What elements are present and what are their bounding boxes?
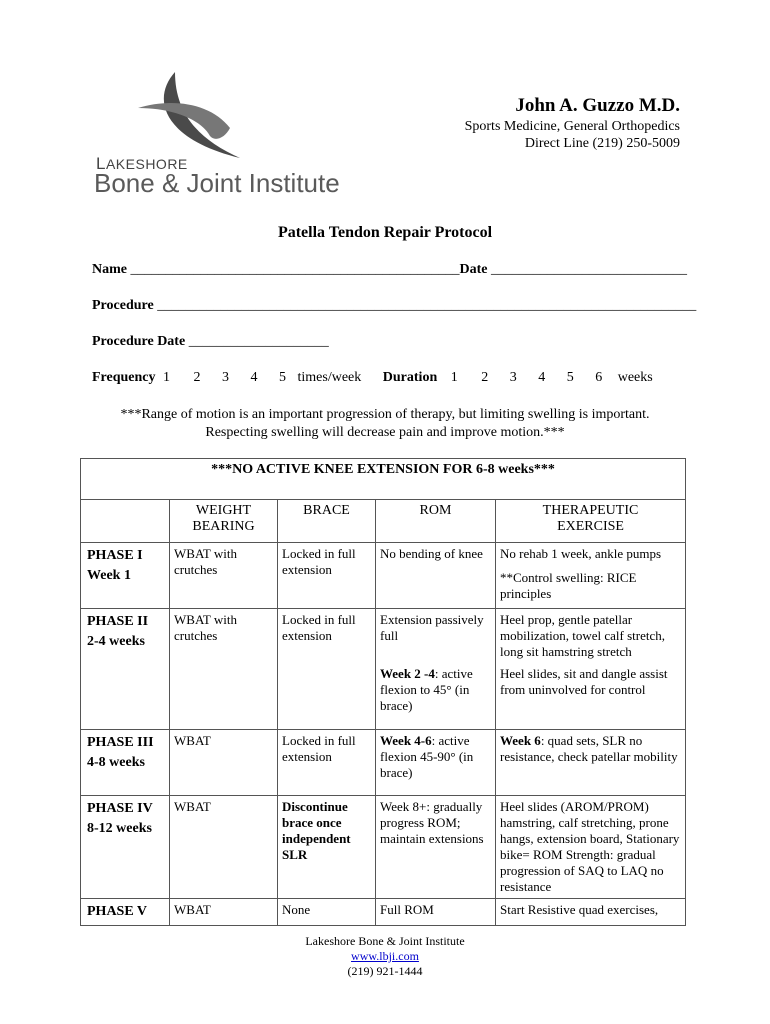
rom-cell — [376, 729, 496, 795]
brace-cell: Locked in full extension — [278, 543, 376, 609]
rom-text: : active flexion to 45° (in brace) — [380, 666, 473, 713]
duration-option[interactable]: 4 — [538, 370, 546, 385]
rom-cell: Full ROM — [376, 898, 496, 925]
date-label: Date — [459, 262, 488, 277]
header-weight-line1: WEIGHT — [195, 503, 252, 518]
doctor-specialty: Sports Medicine, General Orthopedics — [464, 119, 680, 134]
rom-week-label: Week 2 -4 — [380, 666, 435, 681]
page-title: Patella Tendon Repair Protocol — [277, 224, 493, 241]
duration-unit: weeks — [617, 370, 653, 385]
no-active-extension-banner: ***NO ACTIVE KNEE EXTENSION FOR 6-8 weeks*** — [81, 459, 686, 500]
header-exercise-line1: THERAPEUTIC — [542, 503, 639, 518]
rom-cell: No bending of knee — [376, 543, 496, 609]
exercise-text: No rehab 1 week, ankle pumps — [500, 546, 662, 561]
duration-option[interactable]: 6 — [595, 370, 603, 385]
procedure-field[interactable]: _____________________________________________________________________________ — [157, 298, 697, 313]
phase-cell — [81, 543, 170, 609]
phase-cell — [81, 729, 170, 795]
table-row — [81, 543, 686, 609]
procedure-label: Procedure — [92, 298, 154, 313]
exercise-text: **Control swelling: RICE principles — [500, 570, 637, 601]
table-banner-row — [81, 459, 686, 500]
header-exercise-line2: EXERCISE — [557, 519, 624, 534]
duration-option[interactable]: 2 — [481, 370, 489, 385]
brace-cell: Discontinue brace once independent SLR — [278, 795, 376, 898]
exercise-cell: Start Resistive quad exercises, — [496, 898, 686, 925]
procedure-row — [92, 298, 696, 314]
footer-phone: (219) 921-1444 — [347, 964, 423, 978]
phase-cell — [81, 898, 170, 925]
rom-week-label: Week 4-6 — [380, 732, 432, 748]
phase-name: PHASE V — [87, 903, 148, 919]
rom-text: : active flexion 45-90° (in brace) — [380, 732, 474, 780]
duration-label: Duration — [382, 370, 438, 385]
table-row — [81, 609, 686, 664]
brace-cell: None — [278, 898, 376, 925]
phase-weeks: Week 1 — [87, 568, 131, 583]
frequency-option[interactable]: 3 — [222, 370, 230, 385]
duration-option[interactable]: 1 — [450, 370, 458, 385]
footer-org: Lakeshore Bone & Joint Institute — [305, 934, 465, 948]
doctor-info — [465, 94, 680, 152]
name-label: Name — [92, 262, 127, 277]
frequency-option[interactable]: 5 — [279, 370, 287, 385]
header-rom: ROM — [376, 500, 496, 543]
exercise-cell: Heel slides, sit and dangle assist from uninvolved for control — [496, 663, 686, 729]
exercise-cell — [496, 729, 686, 795]
header-weight-bearing — [170, 500, 278, 543]
header-empty — [81, 500, 170, 543]
protocol-table — [80, 458, 686, 926]
name-date-row — [92, 262, 687, 278]
date-field[interactable]: ____________________________ — [491, 262, 687, 277]
procedure-date-row — [92, 334, 329, 350]
page-footer — [0, 934, 770, 979]
doctor-name: John A. Guzzo M.D. — [515, 95, 680, 116]
header-exercise — [496, 500, 686, 543]
frequency-label: Frequency — [92, 370, 156, 385]
doctor-phone: Direct Line (219) 250-5009 — [524, 136, 680, 151]
exercise-text: : quad sets, SLR no resistance, check patellar mobility — [500, 732, 678, 764]
phase-name: PHASE IV — [87, 800, 153, 816]
exercise-cell — [496, 543, 686, 609]
frequency-option[interactable]: 1 — [163, 370, 171, 385]
exercise-week-label: Week 6 — [500, 732, 541, 748]
procedure-date-field[interactable]: ____________________ — [188, 334, 329, 349]
phase-weeks: 8-12 weeks — [87, 820, 152, 836]
weight-bearing-cell: WBAT — [170, 898, 278, 925]
weight-bearing-cell: WBAT — [170, 729, 278, 795]
frequency-option[interactable]: 4 — [250, 370, 258, 385]
rom-cell — [376, 663, 496, 729]
duration-option[interactable]: 5 — [566, 370, 574, 385]
weight-bearing-cell: WBAT with crutches — [170, 609, 278, 730]
procedure-date-label: Procedure Date — [92, 334, 186, 349]
rom-cell: Week 8+: gradually progress ROM; maintain extensions — [376, 795, 496, 898]
phase-name: PHASE III — [87, 734, 154, 750]
phase-name: PHASE II — [87, 614, 149, 629]
swoosh-logo-icon — [130, 70, 270, 165]
frequency-option[interactable]: 2 — [193, 370, 201, 385]
weight-bearing-cell: WBAT with crutches — [170, 543, 278, 609]
header-brace: BRACE — [278, 500, 376, 543]
frequency-unit: times/week — [297, 370, 362, 385]
phase-cell — [81, 609, 170, 730]
table-row — [81, 795, 686, 898]
exercise-cell: Heel slides (AROM/PROM) hamstring, calf stretching, prone hangs, extension board, Stationary bike= ROM Strength: gradual progression of SAQ to LAQ no resistance — [496, 795, 686, 898]
table-row — [81, 898, 686, 925]
rom-cell: Extension passively full — [376, 609, 496, 664]
phase-weeks: 2-4 weeks — [87, 634, 145, 649]
duration-option[interactable]: 3 — [509, 370, 517, 385]
phase-name: PHASE I — [87, 548, 143, 563]
brace-cell: Locked in full extension — [278, 729, 376, 795]
phase-cell — [81, 795, 170, 898]
exercise-cell: Heel prop, gentle patellar mobilization, towel calf stretch, long sit hamstring stretch — [496, 609, 686, 664]
note-line-1: ***Range of motion is an important progression of therapy, but limiting swelling is important. — [120, 407, 650, 422]
note-line-2: Respecting swelling will decrease pain and improve motion.*** — [205, 425, 565, 440]
swelling-note — [0, 406, 770, 442]
name-field[interactable]: _______________________________________________ — [130, 262, 460, 277]
header-weight-line2: BEARING — [192, 519, 255, 534]
table-row — [81, 729, 686, 795]
footer-website-link[interactable]: www.lbji.com — [351, 949, 419, 963]
frequency-duration-row — [92, 370, 653, 386]
table-header-row — [81, 500, 686, 543]
logo-institute-text: Bone & Joint Institute — [94, 168, 340, 198]
brace-cell: Locked in full extension — [278, 609, 376, 730]
lakeshore-logo — [90, 70, 380, 200]
weight-bearing-cell: WBAT — [170, 795, 278, 898]
phase-weeks: 4-8 weeks — [87, 754, 145, 770]
logo-lakeshore-text: LAKESHORE — [96, 154, 188, 173]
